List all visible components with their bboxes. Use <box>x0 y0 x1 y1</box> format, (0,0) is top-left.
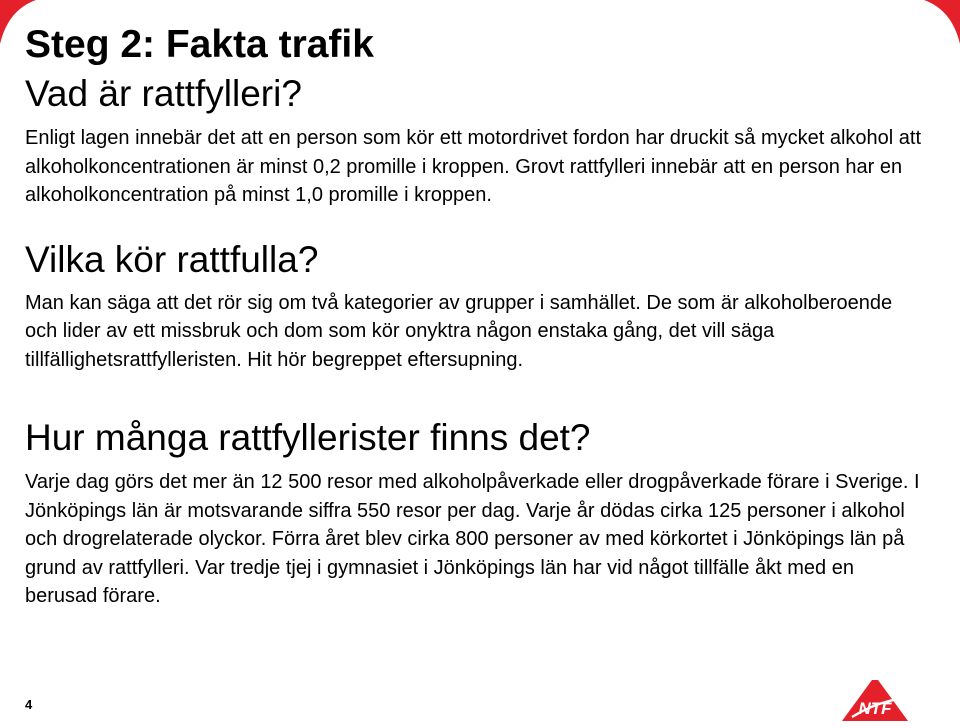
ntf-logo-text: NTF <box>858 699 892 718</box>
section-body-who: Man kan säga att det rör sig om två kategorier av grupper i samhället. De som är alkoholberoende och lider av ett missbruk och dom som kör onyktra någon enstaka gång, det vill säga tillfällighetsrattfylleristen. Hit hör begreppet eftersupning. <box>25 291 893 371</box>
slide-content <box>25 20 925 611</box>
section-heading-what: Vad är rattfylleri? <box>25 73 302 114</box>
page-number: 4 <box>25 697 33 712</box>
section-heading-how-many: Hur många rattfyllerister finns det? <box>25 417 591 458</box>
slide-title: Steg 2: Fakta trafik <box>25 23 374 66</box>
section-heading-who: Vilka kör rattfulla? <box>25 238 319 280</box>
section-body-how-many: Varje dag görs det mer än 12 500 resor med alkoholpåverkade eller drogpåverkade förare i Sverige. I Jönköpings län är motsvarande siffra 550 resor per dag. Varje år dödas cirka 125 personer i alkohol och drogrelaterade olyckor. Förra året blev cirka 800 personer av med körkortet i Jönköpings län på grund av rattfylleri. Var tredje tjej i gymnasiet i Jönköpings län har vid något tillfälle åkt med en berusad förare. <box>25 471 920 607</box>
ntf-logo <box>838 674 910 724</box>
corner-decoration-right <box>924 0 960 44</box>
section-body-what: Enligt lagen innebär det att en person som kör ett motordrivet fordon har druckit så mycket alkohol att alkoholkoncentrationen är minst 0,2 promille i kroppen. Grovt rattfylleri innebär att en person har en alkoholkoncentration på minst 1,0 promille i kroppen. <box>25 127 922 206</box>
